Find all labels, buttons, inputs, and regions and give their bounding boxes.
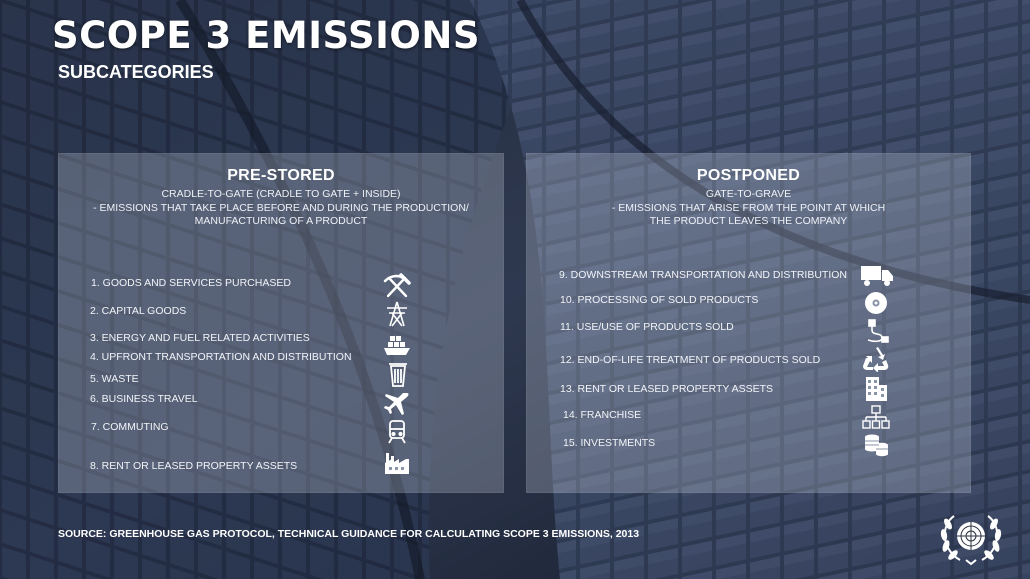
description-line: - EMISSIONS THAT TAKE PLACE BEFORE AND DURING THE PRODUCTION/ (93, 201, 469, 214)
list-item: 6. BUSINESS TRAVEL (90, 393, 198, 405)
description-line: GATE-TO-GRAVE (705, 188, 792, 200)
train-icon (383, 419, 411, 445)
list-item: 15. INVESTMENTS (563, 437, 656, 449)
list-item: 9. DOWNSTREAM TRANSPORTATION AND DISTRIBUTION (559, 269, 847, 281)
source-citation: SOURCE: GREENHOUSE GAS PROTOCOL, TECHNICAL GUIDANCE FOR CALCULATING SCOPE 3 EMISSIONS, 2013 (58, 528, 640, 540)
pre-stored-description (68, 188, 494, 229)
pre-stored-panel (58, 153, 504, 493)
disc-icon (862, 290, 890, 316)
list-item: 1. GOODS AND SERVICES PURCHASED (91, 277, 291, 289)
airplane-icon (382, 391, 410, 417)
pre-stored-heading: PRE-STORED (227, 167, 335, 184)
coins-icon (862, 432, 890, 458)
postponed-panel (526, 153, 971, 493)
page-title: SCOPE 3 EMISSIONS (52, 14, 480, 57)
recycle-icon (862, 346, 890, 372)
description-line: - EMISSIONS THAT ARISE FROM THE POINT AT WHICH (611, 201, 886, 214)
list-item: 8. RENT OR LEASED PROPERTY ASSETS (90, 460, 298, 472)
list-item: 13. RENT OR LEASED PROPERTY ASSETS (560, 383, 773, 395)
list-item: 5. WASTE (90, 373, 139, 385)
list-item: 11. USE/USE OF PRODUCTS SOLD (560, 321, 734, 333)
list-item: 7. COMMUTING (91, 421, 169, 433)
page-subtitle: SUBCATEGORIES (58, 62, 214, 82)
postponed-heading: POSTPONED (696, 167, 801, 184)
list-item: 12. END-OF-LIFE TREATMENT OF PRODUCTS SOLD (560, 354, 821, 366)
description-line: CRADLE-TO-GATE (CRADLE TO GATE + INSIDE) (161, 188, 401, 200)
list-item: 2. CAPITAL GOODS (90, 305, 187, 317)
network-icon (862, 405, 890, 431)
postponed-description (536, 188, 961, 229)
description-line: THE PRODUCT LEAVES THE COMPANY (649, 215, 848, 227)
list-item: 10. PROCESSING OF SOLD PRODUCTS (560, 294, 759, 306)
plug-icon (862, 318, 890, 344)
building-icon (862, 376, 890, 402)
cargo-ship-icon (383, 331, 411, 357)
truck-icon (860, 262, 894, 288)
trash-bin-icon (384, 361, 412, 387)
list-item: 4. UPFRONT TRANSPORTATION AND DISTRIBUTION (90, 351, 352, 363)
list-item: 14. FRANCHISE (563, 409, 642, 421)
pickaxe-hammer-icon (383, 273, 411, 299)
list-item: 3. ENERGY AND FUEL RELATED ACTIVITIES (90, 332, 310, 344)
description-line: MANUFACTURING OF A PRODUCT (194, 215, 368, 227)
factory-icon (383, 449, 411, 475)
power-tower-icon (383, 301, 411, 327)
un-emblem-icon (936, 508, 1006, 566)
